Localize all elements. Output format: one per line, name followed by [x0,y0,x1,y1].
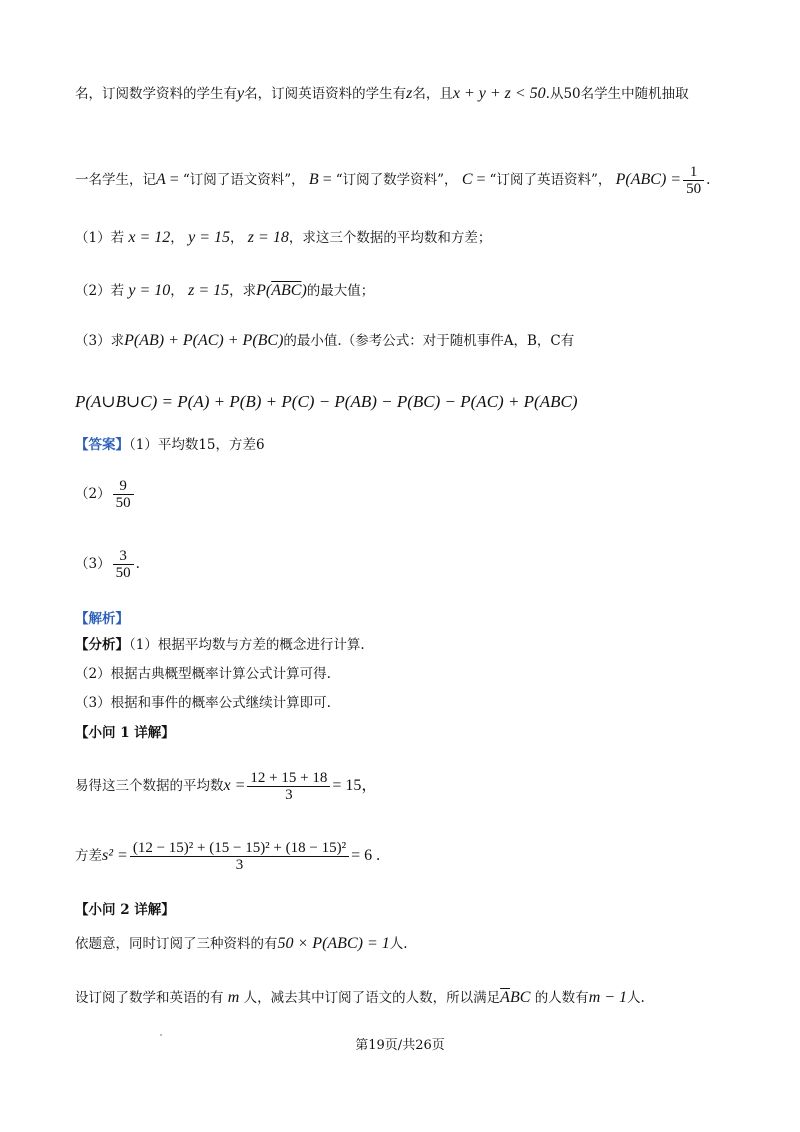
equals: = [165,171,183,188]
math-m: m [227,989,240,1006]
detail-2-line-1 [75,934,408,954]
text: 设订阅了数学和英语的有 [75,990,224,1006]
numerator: 9 [119,478,127,494]
denominator: 3 [130,856,349,873]
analysis-line-2 [75,664,331,684]
math-expression: 50 × P(ABC) = 1 [277,935,390,952]
text: .从50名学生中随机抽取 [545,86,689,102]
fraction [113,478,134,511]
comma: ， [170,283,184,299]
detail-1-mean [75,770,377,803]
math-abar-bc: $\overline{ABC}$ [271,282,302,299]
text: 名，订阅数学资料的学生有 [75,86,237,102]
denominator: 50 [113,564,134,581]
math-y: y = 15 [188,229,230,246]
analysis-tag-line [75,609,129,629]
fraction [683,164,704,197]
question-3 [75,331,574,351]
period: . [135,556,140,572]
equals: = [318,171,336,188]
math-y: y [237,85,245,102]
answer-line-3 [75,548,140,581]
numerator: 12 + 15 + 18 [250,770,328,786]
math-event-b: B [308,171,319,188]
fraction [113,548,134,581]
q1-label: （1）若 [75,230,125,246]
comma: ， [230,230,244,246]
detail-1-variance [75,840,380,873]
math-event-c: C [461,171,473,188]
math-expression: P(AB) + P(AC) + P(BC) [124,332,284,349]
answer-line-1 [75,435,265,455]
period: . [706,172,711,188]
answer-line-2 [75,478,136,511]
answer-1: （1）平均数15，方差6 [129,437,265,453]
numerator: 1 [689,164,698,180]
math-m-minus-1: m − 1 [588,989,628,1006]
text: 的人数有 [534,990,589,1006]
reference-formula [75,392,577,413]
text: （2）根据古典概型概率计算公式计算可得. [75,666,331,682]
problem-line-1 [75,84,689,104]
math-y: y = 10 [128,282,171,299]
analysis-line-3 [75,693,331,713]
analysis-line-1 [75,635,365,655]
fraction [130,840,349,873]
fenxi-tag: 【分析】 [75,637,129,653]
text: ，求 [229,283,257,299]
question-2 [75,281,374,301]
math-x: x = 12 [128,229,171,246]
text: 易得这三个数据的平均数 [75,778,224,794]
text: ，求这三个数据的平均数和方差； [288,230,492,246]
math-result: = 15， [332,777,378,794]
math-result: = 6 . [351,847,381,864]
answer-2-label: （2） [75,486,111,502]
math-abar: $\overline{A}$ [500,989,510,1006]
answer-tag: 【答案】 [75,437,129,453]
denominator: 50 [113,494,134,511]
q3-label: （3）求 [75,333,125,349]
problem-line-2 [75,164,710,197]
detail-1-title [75,723,175,743]
math-bc: BC [509,989,531,1006]
numerator: (12 − 15)² + (15 − 15)² + (18 − 15)² [132,840,347,856]
text: 的最大值； [306,283,375,299]
denominator: 50 [683,180,704,197]
math-formula: P(A∪B∪C) = P(A) + P(B) + P(C) − P(AB) − P(BC) − P(AC) + P(ABC) [75,392,578,411]
math-z: z = 15 [188,282,230,299]
math-paren: ) [301,282,307,299]
math-z: z = 18 [247,229,289,246]
math-z: z [406,85,413,102]
math-p: P( [256,282,272,299]
detail-2-line-2 [75,988,645,1008]
text: “订阅了英语资料”， [489,172,612,188]
text: 名，且 [412,86,453,102]
detail-2-title [75,900,175,920]
text: 人，减去其中订阅了语文的人数，所以满足 [243,990,501,1006]
text: 人. [627,990,645,1006]
text: 一名学生，记 [75,172,156,188]
analysis-tag: 【解析】 [75,611,129,627]
text: （1）根据平均数与方差的概念进行计算. [129,637,365,653]
math-s-squared: s² = [102,847,128,864]
math-x: x = [223,777,246,794]
q2-label: （2）若 [75,283,125,299]
fraction [247,770,330,803]
denominator: 3 [247,786,330,803]
text: 名，订阅英语资料的学生有 [244,86,407,102]
text: （3）根据和事件的概率公式继续计算即可. [75,695,331,711]
text: “订阅了语文资料”， [182,172,305,188]
math-prob-abc: P(ABC) = [615,171,682,188]
comma: ， [170,230,184,246]
answer-3-label: （3） [75,556,111,572]
text: 方差 [75,848,102,864]
text: 人. [389,936,408,952]
text: “订阅了数学资料”， [335,172,458,188]
question-1 [75,228,491,248]
page-footer: 第19页/共26页 [355,1038,445,1053]
section-title: 【小问 1 详解】 [75,725,175,741]
math-inequality: x + y + z < 50 [452,85,546,102]
text: 依题意，同时订阅了三种资料的有 [75,936,278,952]
math-event-a: A [156,171,166,188]
section-title: 【小问 2 详解】 [75,902,175,918]
text: 的最小值.（参考公式：对于随机事件A，B，C有 [283,333,575,349]
numerator: 3 [119,548,127,564]
equals: = [472,171,490,188]
